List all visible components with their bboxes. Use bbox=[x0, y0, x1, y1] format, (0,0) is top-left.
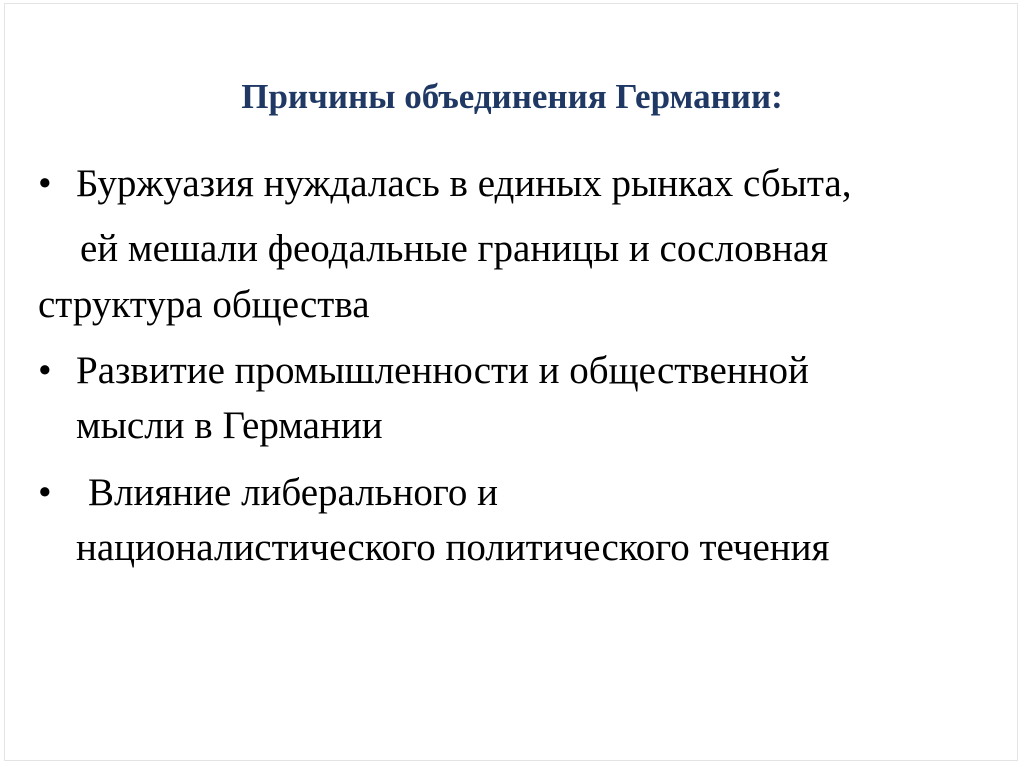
bullet-2-line-2: мысли в Германии bbox=[76, 404, 383, 447]
bullet-2-line-1: Развитие промышленности и общественной bbox=[76, 349, 809, 392]
bullet-3-line-2: националистического политического течения bbox=[76, 526, 830, 569]
bullet-1-line-2: ей мешали феодальные границы и сословная bbox=[80, 227, 829, 270]
slide-title: Причины объединения Германии: bbox=[241, 77, 783, 116]
bullet-marker-1: • bbox=[38, 162, 52, 205]
bullet-marker-2: • bbox=[38, 349, 52, 392]
bullet-1-line-3: структура общества bbox=[38, 283, 370, 326]
bullet-1-line-1: Буржуазия нуждалась в единых рынках сбыта, bbox=[76, 162, 852, 205]
bullet-marker-3: • bbox=[38, 471, 52, 514]
bullet-3-line-1: Влияние либерального и bbox=[88, 471, 498, 514]
